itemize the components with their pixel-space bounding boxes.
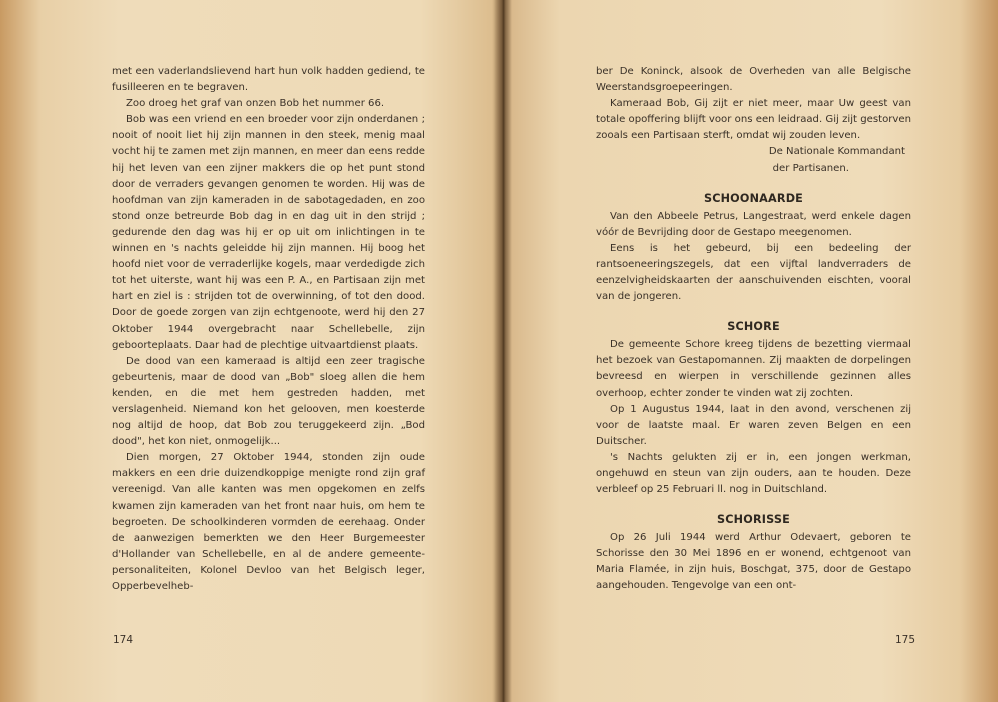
paragraph: ber De Koninck, alsook de Overheden van alle Belgische Weerstandsgroepeeringen. <box>596 66 911 94</box>
page-number: 175 <box>895 634 916 646</box>
section-heading: SCHOONAARDE <box>703 191 804 205</box>
paragraph: Bob was een vriend en een broeder voor zijn onderdanen ; nooit of nooit liet hij zijn mannen in den steek, menig maal vocht hij te zamen met zijn mannen, en meer dan eens redde hij het leven van een zijner makkers die op het punt stond door de verraders gevangen genomen te worden. Hij was de hoofdman van zijn kameraden in de sabotagedaden, en zoo stond onze betreurde Bob dag in en dag uit in den strijd ; gedurende den dag was hij er op uit om inlichtingen in te winnen en 's nachts geleidde hij zijn mannen. Hij boog het hoofd niet voor de verraderlijke kogels, maar verdedigde zich tot het uiterste, want hij was een P. A., en Partisaan zijn met hart en ziel is : strijden tot de overwinning, of tot den dood. Door de goede zorgen van zijn echtgenoote, werd hij den 27 Oktober 1944 overgebracht naar Schellebelle, zijn geboorteplaats. Daar had de plechtige uitvaartdienst plaats. <box>112 114 425 351</box>
signature <box>596 144 911 176</box>
paragraph: De gemeente Schore kreeg tijdens de bezetting viermaal het bezoek van Gestapomannen. Zij maakten de dorpelingen bevreesd en wierpen in verschillende gezinnen alles overhoop, echter zonder te vinden wat zij zochten. <box>596 339 911 399</box>
signature-line: De Nationale Kommandant <box>768 146 905 158</box>
paragraph: 's Nachts gelukten zij er in, een jongen werkman, ongehuwd en steun van zijn ouders, aan te houden. Deze verbleef op 25 Februari ll. nog in Duitschland. <box>596 451 911 496</box>
paragraph: Zoo droeg het graf van onzen Bob het nummer 66. <box>126 98 385 110</box>
left-page-text <box>112 64 425 595</box>
signature-line: der Partisanen. <box>772 162 849 174</box>
paragraph: Kameraad Bob, Gij zijt er niet meer, maar Uw geest van totale opoffering blijft voor ons een leidraad. Gij zijt gestorven zooals een Partisaan sterft, omdat wij zouden leven. <box>596 98 911 142</box>
paragraph: Op 1 Augustus 1944, laat in den avond, verschenen zij voor de laatste maal. Er waren zeven Belgen en een Duitscher. <box>596 403 911 447</box>
paragraph: Eens is het gebeurd, bij een bedeeling der rantsoeneeringszegels, dat een vijftal landverraders de eenzelvigheidskaarten der aanschuivenden eischten, vooral van de jongeren. <box>596 242 911 303</box>
paragraph: met een vaderlandslievend hart hun volk hadden gediend, te fusilleeren en te begraven. <box>112 66 425 94</box>
paragraph: Op 26 Juli 1944 werd Arthur Odevaert, geboren te Schorisse den 30 Mei 1896 en er wonend, echtgenoot van Maria Flamée, in zijn huis, Boschgat, 375, door de Gestapo aangehouden. Tengevolge van een ont- <box>596 532 911 592</box>
right-page-text <box>596 64 911 595</box>
section-heading: SCHORISSE <box>717 513 790 527</box>
page-number: 174 <box>113 634 134 646</box>
paragraph: Dien morgen, 27 Oktober 1944, stonden zijn oude makkers en een drie duizendkoppige menigte rond zijn graf vereenigd. Van alle kanten was men opgekomen en zelfs kwamen zijn kameraden van het front naar huis, om hem te begroeten. De schoolkinderen vormden de eerehaag. Onder de aanwezigen bemerkten we den Heer Burgemeester d'Hollander van Schellebelle, en al de andere gemeente-personaliteiten, Kolonel Devloo van het Belgisch leger, Opperbevelheb- <box>112 452 425 592</box>
paragraph: De dood van een kameraad is altijd een zeer tragische gebeurtenis, maar de dood van „Bob" sloeg allen die hem kenden, en die met hem gestreden hadden, met verslagenheid. Niemand kon het gelooven, men koesterde nog altijd de hoop, dat Bob zou teruggekeerd zijn. „Bod dood", het kon niet, onmogelijk... <box>112 355 425 448</box>
paragraph: Van den Abbeele Petrus, Langestraat, werd enkele dagen vóór de Bevrijding door de Gestapo meegenomen. <box>596 210 911 238</box>
section-heading: SCHORE <box>727 320 780 334</box>
right-page <box>503 0 998 702</box>
